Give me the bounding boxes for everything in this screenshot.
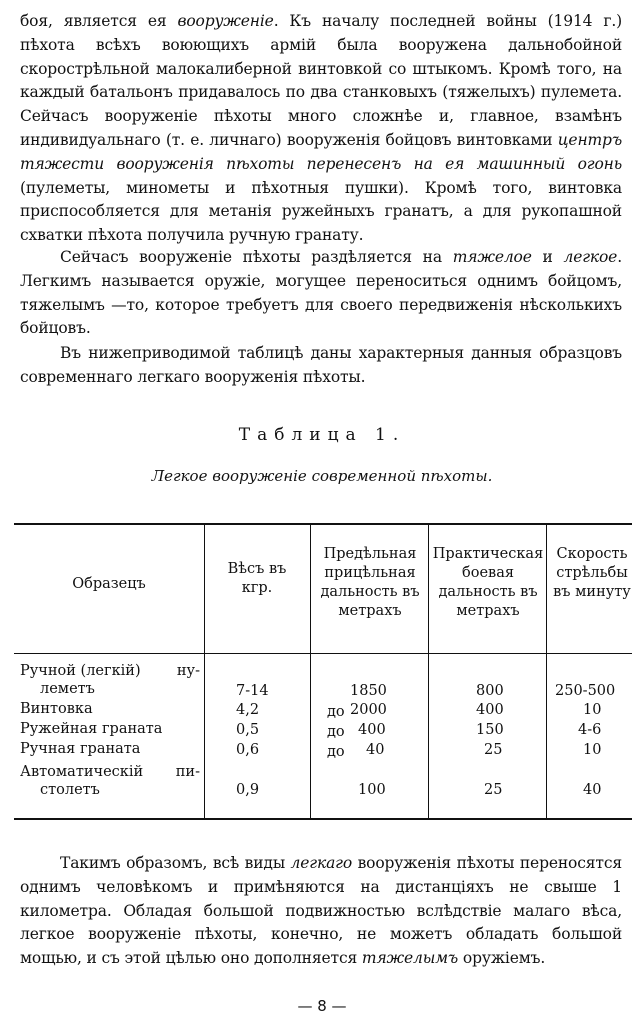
header-model: Образецъ [72, 576, 146, 592]
cell-practical: 25 [484, 742, 503, 758]
row-label-hand-grenade: Ручная граната [20, 741, 141, 757]
cell-weight: 0,6 [236, 742, 260, 758]
cell-range-prefix: до [327, 724, 345, 740]
cell-range: 1850 [350, 683, 387, 699]
emphasis-text: центръ тяжести вооруженія пѣхоты перенесенъ на ея машинный огонь [20, 130, 622, 173]
text-run: Такимъ образомъ, всѣ виды [60, 854, 291, 872]
table-subtitle: Легкое вооруженіе современной пѣхоты. [151, 467, 493, 485]
cell-weight: 4,2 [236, 702, 260, 718]
column-divider [428, 523, 429, 819]
cell-practical: 150 [476, 722, 504, 738]
row-label-light-machine-gun: Ручной (легкій) ну- леметъ [20, 663, 200, 697]
column-divider [204, 523, 205, 819]
row-label-automatic-pistol: Автоматическій пи- столетъ [20, 764, 200, 798]
emphasis-text: вооруженіе [177, 12, 274, 30]
text-run: боя, является ея [20, 12, 178, 30]
paragraph-2 [20, 246, 622, 341]
emphasis-text: тяжелое [452, 248, 532, 266]
cell-range-prefix: до [327, 744, 345, 760]
cell-weight: 7-14 [236, 683, 269, 699]
cell-rate: 40 [583, 782, 602, 798]
header-rate: Скорость стрѣльбы въ минуту [553, 546, 631, 600]
cell-rate: 10 [583, 742, 602, 758]
text-run: (пулеметы, минометы и пѣхотныя пушки). Кромѣ того, винтовка приспособляется для метанія ружейныхъ гранатъ, а для рукопашной схватки пѣхота получила ручную гранату. [20, 178, 622, 245]
row-label-rifle: Винтовка [20, 701, 93, 717]
cell-rate: 250-500 [555, 683, 616, 699]
table-top-rule [14, 523, 632, 525]
paragraph-3 [20, 342, 622, 390]
text-run: Въ нижеприводимой таблицѣ даны характерныя данныя образцовъ современнаго легкаго вооруженія пѣхоты. [20, 344, 622, 386]
column-divider [310, 523, 311, 819]
emphasis-text: легкаго [290, 854, 353, 872]
text-run: Сейчасъ вооруженіе пѣхоты раздѣляется на [60, 248, 453, 266]
cell-rate: 4-6 [578, 722, 602, 738]
cell-practical: 800 [476, 683, 504, 699]
cell-range: 2000 [350, 702, 387, 718]
cell-range: 100 [358, 782, 386, 798]
table-bottom-rule [14, 818, 632, 820]
page-number: — 8 — [297, 997, 347, 1015]
cell-range-prefix: до [327, 704, 345, 720]
emphasis-text: легкое [563, 248, 618, 266]
column-divider [546, 523, 547, 819]
emphasis-text: тяжелымъ [361, 949, 459, 968]
row-label-rifle-grenade: Ружейная граната [20, 721, 163, 737]
text-run: и [531, 248, 564, 266]
text-run: вооруженія пѣхоты переносятся однимъ человѣкомъ и примѣняются на дистанціяхъ не свыше 1 километра. Обладая большой подвижностью вслѣдствіе малаго вѣса, легкое вооруженіе пѣхоты, конечно, не можетъ обладать большой мощью, и съ этой цѣлью оно дополняется [20, 854, 622, 968]
header-weight: Вѣсъ въ кгр. [227, 561, 287, 596]
header-practical-range: Практическая боевая дальность въ метрахъ [432, 546, 544, 619]
text-run: оружіемъ. [458, 949, 546, 968]
paragraph-4 [20, 852, 622, 971]
table-header-rule [14, 653, 632, 654]
cell-rate: 10 [583, 702, 602, 718]
text-run: . Къ началу последней войны (1914 г.) пѣхота всѣхъ воюющихъ армій была вооружена дальнобойной скорострѣльной малокалиберной винтовкой со штыкомъ. Кромѣ того, на каждый батальонъ придавалось по два станковыхъ (тяжелыхъ) пулемета. Сейчасъ вооруженіе пѣхоты много сложнѣе и, главное, взамѣнъ индивидуальнаго (т. е. личнаго) вооруженія бойцовъ винтовками [20, 12, 623, 149]
paragraph-1 [20, 10, 622, 248]
cell-range: 400 [358, 722, 386, 738]
cell-practical: 25 [484, 782, 503, 798]
table-title: Таблица 1. [238, 425, 406, 445]
header-max-range: Предѣльная прицѣльная дальность въ метрахъ [320, 546, 420, 619]
cell-range: 40 [366, 742, 385, 758]
text-run: . Легкимъ называется оружіе, могущее переноситься однимъ бойцомъ, тяжелымъ —то, которое требуетъ для своего передвиженія нѣсколькихъ бойцовъ. [20, 248, 622, 338]
cell-weight: 0,5 [236, 722, 260, 738]
cell-weight: 0,9 [236, 782, 260, 798]
cell-practical: 400 [476, 702, 504, 718]
